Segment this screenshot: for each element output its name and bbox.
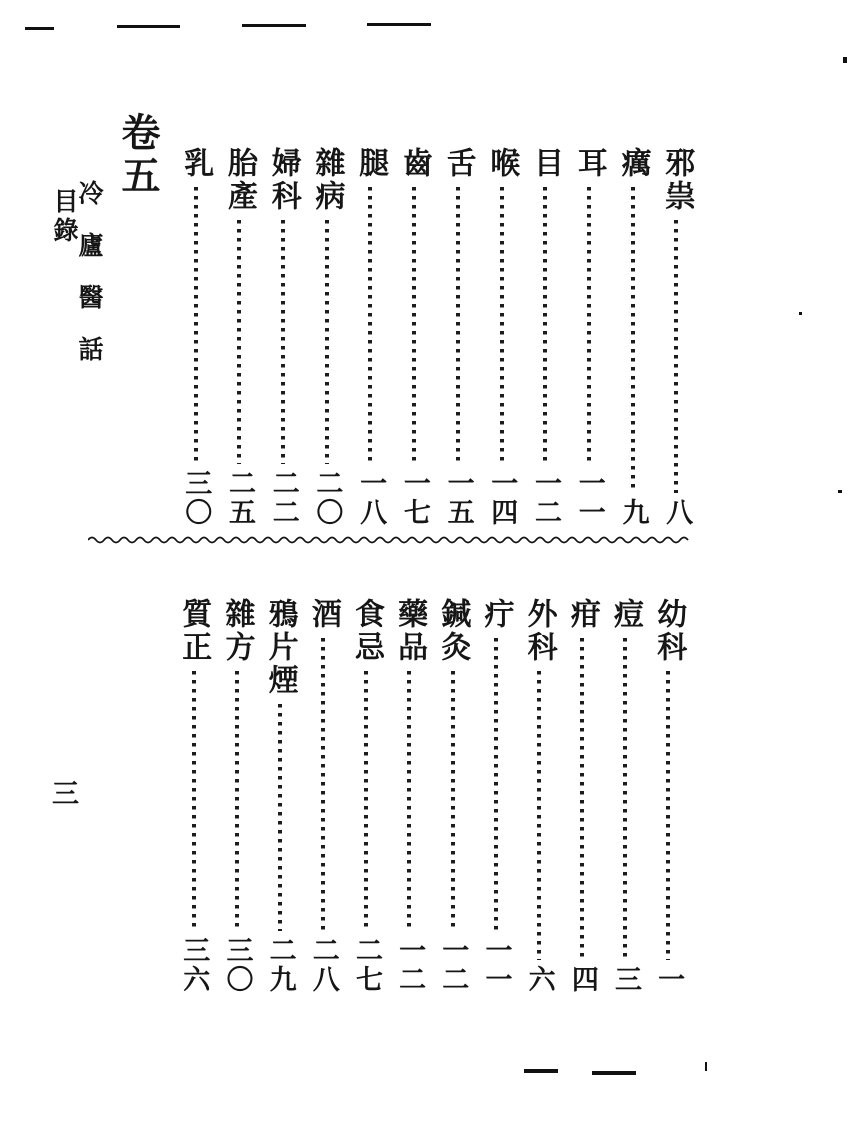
toc-entry-title: 乳 — [178, 147, 214, 180]
dotted-leader — [500, 187, 504, 464]
toc-entry-title: 婦科 — [265, 147, 301, 213]
toc-entry — [431, 598, 474, 994]
toc-entry-page: 一七 — [398, 469, 430, 527]
toc-entry-title: 食忌 — [348, 598, 384, 664]
toc-entry-title: 目 — [528, 147, 564, 180]
toc-entry-page: 四 — [566, 965, 598, 994]
toc-entry-page: 三〇 — [221, 936, 253, 994]
dotted-leader — [543, 187, 547, 464]
scan-artifact — [25, 27, 54, 30]
toc-entry — [305, 147, 348, 527]
scan-artifact — [838, 490, 842, 493]
toc-entry-title: 疳 — [564, 598, 600, 631]
toc-entry — [261, 147, 304, 527]
scan-artifact — [799, 312, 802, 315]
dotted-leader — [407, 671, 411, 931]
toc-entry — [647, 598, 690, 994]
toc-entry-title: 喉 — [484, 147, 520, 180]
toc-entry-page: 一四 — [486, 469, 518, 527]
toc-entry-page: 二九 — [264, 936, 296, 994]
dotted-leader — [364, 671, 368, 931]
toc-upper-section — [174, 147, 698, 527]
toc-entry — [388, 598, 431, 994]
toc-entry-page: 一八 — [355, 469, 387, 527]
toc-entry-page: 六 — [523, 965, 555, 994]
dotted-leader — [278, 704, 282, 931]
toc-entry-title: 雜病 — [309, 147, 345, 213]
toc-entry — [517, 598, 560, 994]
dotted-leader — [631, 187, 635, 493]
dotted-leader — [623, 638, 627, 960]
toc-entry — [655, 147, 698, 527]
toc-entry-page: 二二 — [267, 469, 299, 527]
toc-entry — [436, 147, 479, 527]
toc-entry-page: 八 — [661, 498, 693, 527]
toc-entry-page: 一二 — [530, 469, 562, 527]
toc-entry-page: 二〇 — [311, 469, 343, 527]
toc-entry-page: 二八 — [307, 936, 339, 994]
toc-lower-section — [172, 598, 690, 994]
toc-entry-page: 一一 — [480, 936, 512, 994]
scan-artifact — [592, 1071, 636, 1075]
toc-entry — [567, 147, 610, 527]
toc-entry-title: 胎產 — [222, 147, 258, 213]
toc-entry — [172, 598, 215, 994]
dotted-leader — [580, 638, 584, 960]
toc-entry — [218, 147, 261, 527]
toc-entry-page: 二五 — [223, 469, 255, 527]
book-title: 冷廬醫話 — [75, 180, 104, 388]
dotted-leader — [666, 671, 670, 960]
toc-entry — [474, 598, 517, 994]
scan-artifact — [117, 25, 180, 28]
toc-entry-title: 痘 — [608, 598, 644, 631]
toc-entry-title: 癘 — [615, 147, 651, 180]
toc-entry-title: 質正 — [176, 598, 212, 664]
toc-entry-page: 一二 — [394, 936, 426, 994]
wavy-divider — [88, 532, 692, 546]
scan-artifact — [524, 1069, 558, 1073]
toc-entry-title: 疔 — [478, 598, 514, 631]
dotted-leader — [281, 220, 285, 464]
toc-entry — [174, 147, 217, 527]
dotted-leader — [321, 638, 325, 931]
toc-entry — [480, 147, 523, 527]
volume-heading: 卷五 — [115, 112, 161, 198]
scan-artifact — [367, 23, 431, 26]
toc-entry — [302, 598, 345, 994]
toc-entry — [393, 147, 436, 527]
toc-entry-title: 舌 — [440, 147, 476, 180]
toc-entry-page: 一二 — [437, 936, 469, 994]
toc-entry — [604, 598, 647, 994]
toc-entry-page: 三六 — [178, 936, 210, 994]
toc-entry — [561, 598, 604, 994]
toc-entry-title: 腿 — [353, 147, 389, 180]
dotted-leader — [235, 671, 239, 931]
toc-entry — [524, 147, 567, 527]
toc-entry-page: 三〇 — [180, 469, 212, 527]
scan-artifact — [705, 1062, 707, 1071]
toc-entry-title: 邪祟 — [659, 147, 695, 213]
toc-entry — [611, 147, 654, 527]
toc-entry-title: 耳 — [571, 147, 607, 180]
dotted-leader — [237, 220, 241, 464]
toc-entry-title: 齒 — [396, 147, 432, 180]
dotted-leader — [368, 187, 372, 464]
toc-entry-title: 雜方 — [219, 598, 255, 664]
toc-entry — [215, 598, 258, 994]
sidebar — [52, 180, 102, 388]
dotted-leader — [494, 638, 498, 931]
toc-entry-page: 三 — [609, 965, 641, 994]
dotted-leader — [192, 671, 196, 931]
toc-entry — [258, 598, 301, 994]
toc-entry-title: 鴉片煙 — [262, 598, 298, 697]
toc-entry — [349, 147, 392, 527]
toc-entry-page: 一 — [653, 965, 685, 994]
dotted-leader — [587, 187, 591, 464]
toc-entry-page: 一五 — [442, 469, 474, 527]
dotted-leader — [194, 187, 198, 464]
toc-entry-title: 酒 — [305, 598, 341, 631]
dotted-leader — [674, 220, 678, 493]
dotted-leader — [537, 671, 541, 960]
toc-entry-title: 外科 — [521, 598, 557, 664]
folio-number: 三 — [52, 779, 79, 810]
dotted-leader — [325, 220, 329, 464]
scan-artifact — [843, 57, 847, 63]
scan-artifact — [242, 24, 306, 27]
toc-entry-title: 藥品 — [392, 598, 428, 664]
toc-entry-page: 一一 — [573, 469, 605, 527]
dotted-leader — [412, 187, 416, 464]
toc-entry-page: 九 — [617, 498, 649, 527]
toc-label: 目錄 — [50, 188, 79, 246]
dotted-leader — [456, 187, 460, 464]
toc-entry-title: 幼科 — [651, 598, 687, 664]
toc-entry-page: 二七 — [350, 936, 382, 994]
toc-entry-title: 鍼灸 — [435, 598, 471, 664]
dotted-leader — [451, 671, 455, 931]
toc-entry — [345, 598, 388, 994]
